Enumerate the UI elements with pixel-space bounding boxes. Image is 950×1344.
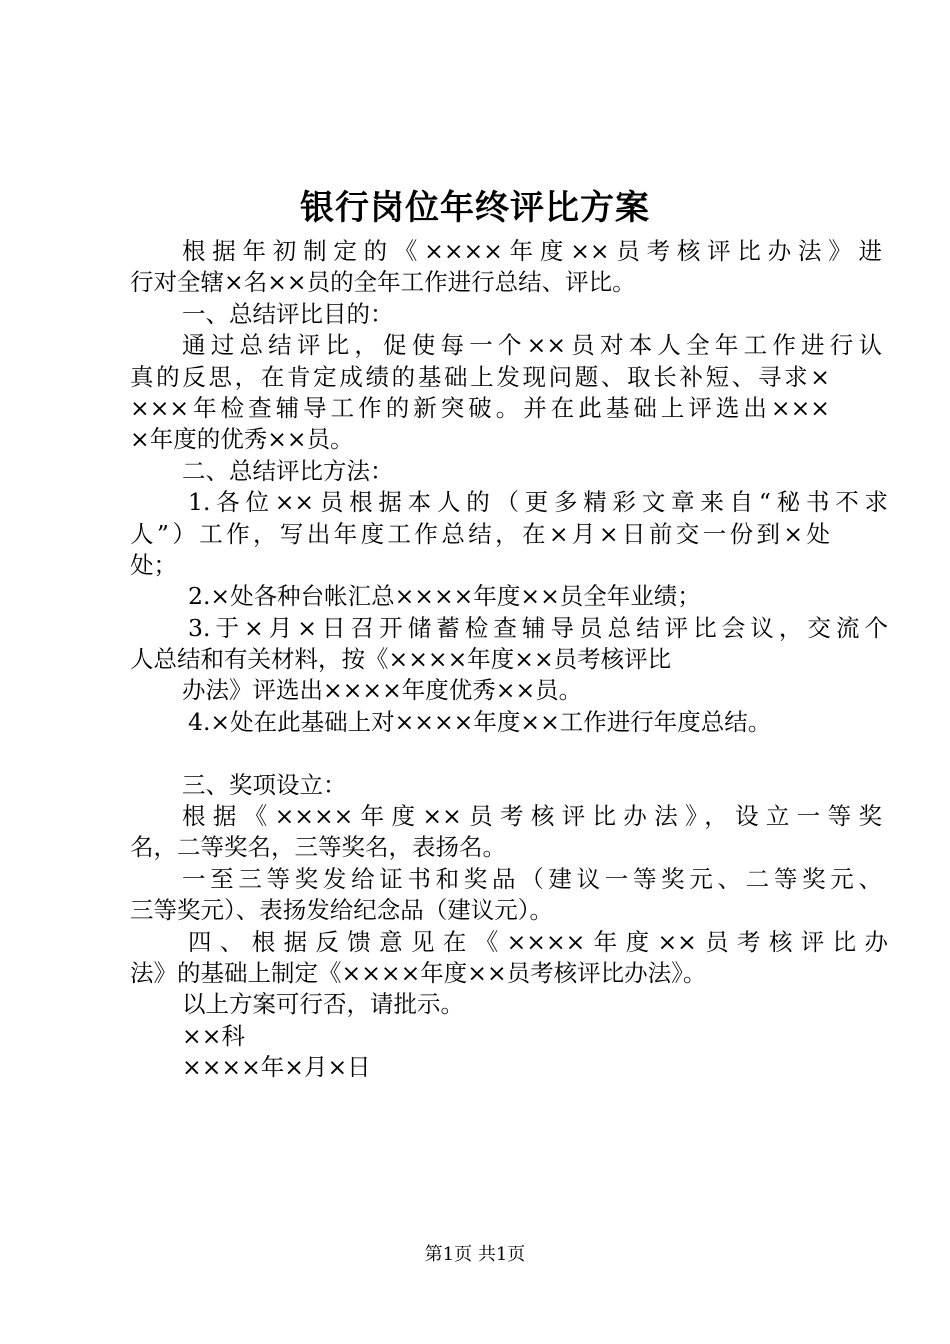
- list-item: 2.×处各种台帐汇总××××年度××员全年业绩；: [188, 582, 701, 611]
- paragraph-line: 真的反思，在肯定成绩的基础上发现问题、取长补短、寻求×: [130, 362, 830, 391]
- section-heading: 三、奖项设立：: [182, 770, 347, 799]
- paragraph-line: 根据《××××年度××员考核评比办法》，设立一等奖: [182, 802, 882, 831]
- paragraph-line: 名，二等奖名，三等奖名，表扬名。: [130, 833, 506, 862]
- signature-department: ××科: [182, 1021, 245, 1050]
- blank-line: [130, 738, 850, 769]
- section-heading: 四、根据反馈意见在《××××年度××员考核评比办: [188, 927, 888, 956]
- paragraph-line: 三等奖元）、表扬发给纪念品（建议元）。: [130, 896, 553, 925]
- document-title: 银行岗位年终评比方案: [300, 188, 650, 228]
- section-heading: 二、总结评比方法：: [182, 456, 394, 485]
- paragraph-line: 根据年初制定的《××××年度××员考核评比办法》进: [182, 237, 882, 265]
- paragraph-line: 人”）工作，写出年度工作总结，在×月×日前交一份到×处: [130, 519, 830, 548]
- paragraph-line: 一至三等奖发给证书和奖品（建议一等奖元、二等奖元、: [182, 864, 882, 893]
- document-body: [130, 236, 888, 1084]
- paragraph-line: 通过总结评比，促使每一个××员对本人全年工作进行认: [182, 331, 882, 360]
- paragraph-line: 办法》评选出××××年度优秀××员。: [182, 676, 583, 705]
- closing-line: 以上方案可行否，请批示。: [182, 990, 464, 1019]
- page-footer: 第1页 共1页: [424, 1244, 526, 1265]
- signature-date: ××××年×月×日: [182, 1053, 371, 1082]
- paragraph-line: ×××年检查辅导工作的新突破。并在此基础上评选出×××: [130, 393, 830, 422]
- paragraph-line: 法》的基础上制定《××××年度××员考核评比办法》。: [130, 958, 707, 987]
- paragraph-line: ×年度的优秀××员。: [130, 425, 354, 454]
- paragraph-line: 人总结和有关材料，按《××××年度××员考核评比: [130, 645, 672, 674]
- paragraph-line: 处；: [130, 550, 177, 579]
- list-item: 1.各位××员根据本人的（更多精彩文章来自“秘书不求: [188, 488, 888, 517]
- paragraph-line: 行对全辖×名××员的全年工作进行总结、评比。: [130, 268, 636, 297]
- section-heading: 一、总结评比目的：: [182, 299, 394, 328]
- list-item: 3.于×月×日召开储蓄检查辅导员总结评比会议，交流个: [188, 613, 888, 642]
- list-item: 4.×处在此基础上对××××年度××工作进行年度总结。: [188, 707, 772, 736]
